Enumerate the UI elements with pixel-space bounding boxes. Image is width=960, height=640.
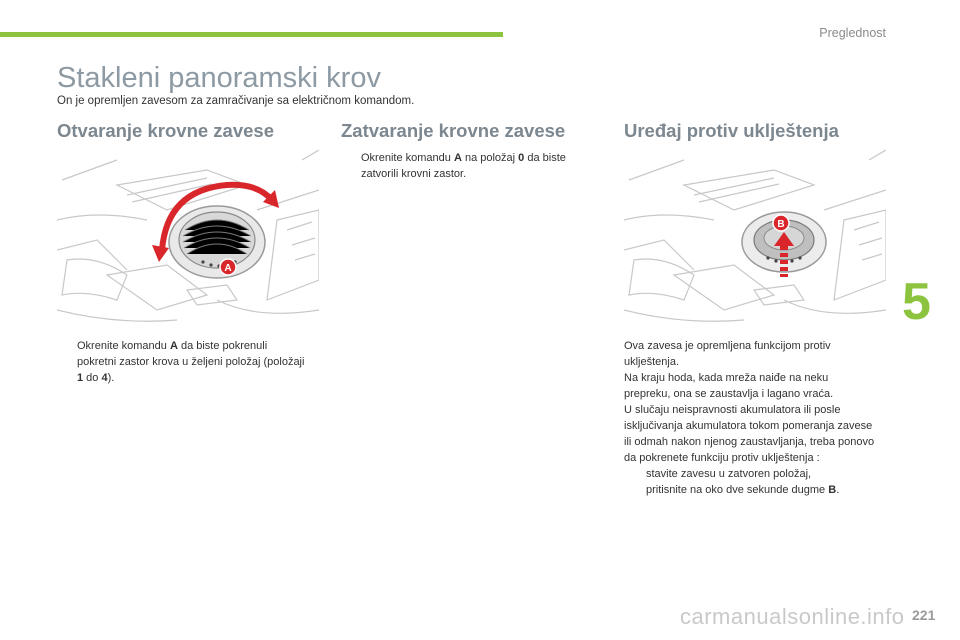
bullet-text: stavite zavesu u zatvoren položaj,	[646, 468, 812, 480]
bold-reference: 4	[101, 372, 108, 384]
watermark: carmanualsonline.info	[680, 604, 905, 629]
roof-console-illustration	[57, 150, 319, 325]
bold-reference: B	[828, 484, 837, 496]
figure-roof-dial-A	[57, 150, 319, 325]
bullet-text: .	[836, 484, 840, 496]
bullet-text: da biste pokrenuli pokretni zastor krova u željeni položaj (položaji	[77, 340, 305, 368]
section-title-opening: Otvaranje krovne zavese	[57, 120, 274, 141]
roof-console-illustration-b	[624, 150, 886, 325]
anti-pinch-description	[624, 338, 876, 498]
figure-roof-button-B	[624, 150, 886, 325]
bullet-text: Okrenite komandu	[77, 340, 170, 352]
paragraph: U slučaju neispravnosti akumulatora ili posle isključivanja akumulatora tokom pomeranja zavese ili odmah nakon njenog zaustavljanja, treba ponovo da pokrenete funkciju protiv uklještenja :	[624, 404, 875, 464]
label-A-text: A	[224, 263, 232, 274]
bold-reference: A	[453, 152, 462, 164]
bullet-text: da biste zatvorili krovni zastor.	[361, 152, 566, 180]
section-name: Preglednost	[819, 26, 886, 40]
closing-instructions	[341, 150, 596, 182]
label-B-text: B	[777, 219, 785, 230]
header-accent-bar	[0, 32, 503, 37]
bold-reference: 0	[518, 152, 525, 164]
opening-instructions	[57, 338, 307, 386]
paragraph: Na kraju hoda, kada mreža naiđe na neku prepreku, ona se zaustavlja i lagano vraća.	[624, 372, 834, 400]
bullet-text: ).	[107, 372, 115, 384]
bullet-item	[341, 150, 596, 182]
bold-reference: A	[169, 340, 178, 352]
paragraph: Ova zavesa je opremljena funkcijom protiv uklještenja.	[624, 340, 831, 368]
bullet-text: na položaj	[461, 152, 519, 164]
chapter-number: 5	[902, 273, 931, 331]
bullet-item	[624, 466, 876, 482]
page-title: Stakleni panoramski krov	[57, 62, 381, 94]
bullet-text: do	[83, 372, 102, 384]
page-number: 221	[912, 607, 936, 623]
page-subtitle: On je opremljen zavesom za zamračivanje sa električnom komandom.	[57, 95, 415, 107]
bullet-text: pritisnite na oko dve sekunde dugme	[646, 484, 829, 496]
bullet-text: Okrenite komandu	[361, 152, 454, 164]
section-title-closing: Zatvaranje krovne zavese	[341, 120, 566, 141]
anti-pinch-paragraphs	[624, 338, 876, 466]
bullet-item	[57, 338, 307, 386]
bullet-item	[624, 482, 876, 498]
section-title-anti-pinch: Uređaj protiv uklještenja	[624, 120, 839, 141]
anti-pinch-steps	[624, 466, 876, 498]
bold-reference: 1	[77, 372, 84, 384]
